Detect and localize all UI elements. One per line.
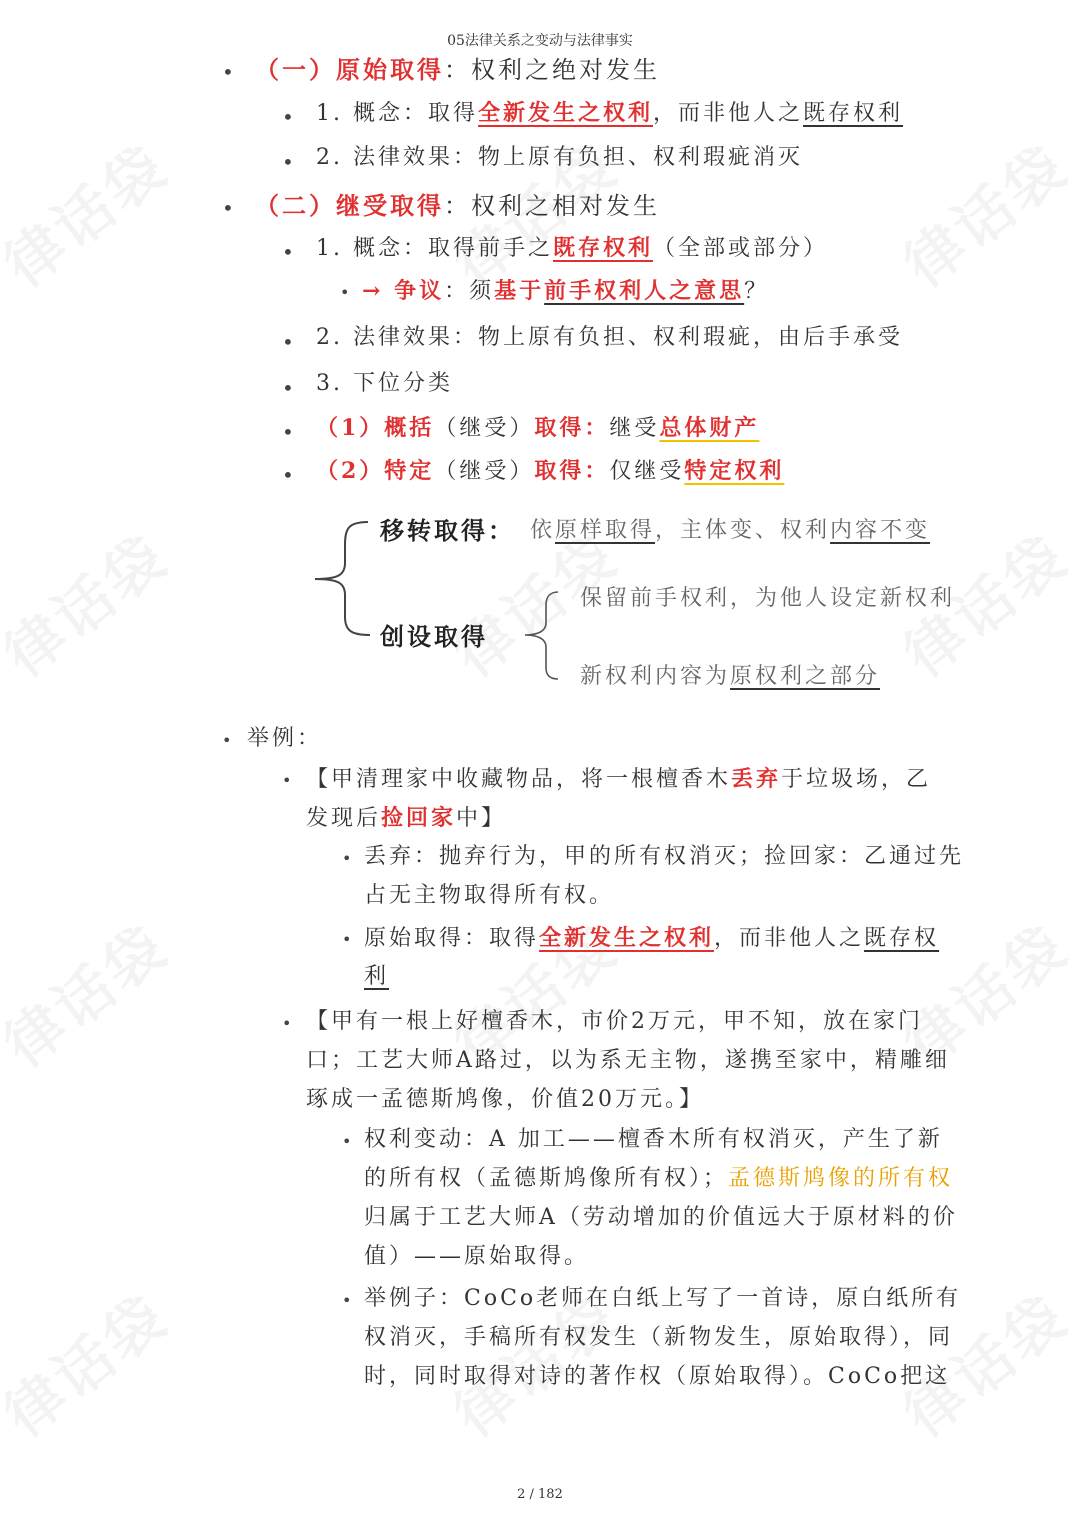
bullet: • [342, 1291, 352, 1310]
example-2-sub-1: 权利变动：A 加工——檀香木所有权消灭，产生了新 [364, 1127, 943, 1152]
section-1-desc: 权利之绝对发生 [471, 56, 660, 84]
s1-concept-emphasis: 全新发生之权利 [477, 100, 653, 126]
example-1-sub-1: 丢弃：抛弃行为，甲的所有权消灭；捡回家：乙通过先 [364, 844, 965, 869]
page-number: 2 / 182 [517, 1487, 563, 1502]
bullet: • [282, 771, 292, 790]
watermark [0, 512, 182, 693]
bullet: • [222, 196, 234, 220]
watermark [884, 122, 1080, 303]
creation-branch-2: 新权利内容为原权利之部分 [580, 664, 881, 689]
example-1-line-1: 【甲清理家中收藏物品，将一根檀香木丢弃于垃圾场，乙 [306, 766, 932, 792]
section-1-name: 原始取得 [336, 55, 444, 84]
bullet: • [222, 60, 234, 84]
example-2-sub-2-cont: 权消灭，手稿所有权发生（新物发生，原始取得），同 [364, 1325, 954, 1350]
watermark [0, 122, 182, 303]
example-1-sub-1-cont: 占无主物取得所有权。 [364, 883, 615, 908]
bullet: • [282, 240, 294, 264]
example-2-sub-1-cont: 值）——原始取得。 [364, 1244, 590, 1269]
bullet: • [282, 463, 294, 487]
s1-concept-underline: 既存权利 [803, 101, 904, 126]
example-2-sub-2-cont: 时，同时取得对诗的著作权（原始取得）。CoCo把这 [364, 1364, 951, 1389]
example-2-sub-1-cont: 归属于工艺大师A（劳动增加的价值远大于原材料的价 [364, 1205, 958, 1230]
section-1-number: （一） [255, 55, 336, 84]
example-2-sub-1-cont: 的所有权（孟德斯鸠像所有权）；孟德斯鸠像的所有权 [364, 1166, 954, 1191]
example-2-line-1: 【甲有一根上好檀香木，市价2万元，甲不知，放在家门 [306, 1009, 923, 1034]
bullet: • [282, 105, 294, 129]
example-2-line-2: 口；工艺大师A路过，以为系无主物，遂携至家中，精雕细 [306, 1048, 950, 1073]
page-header: 05法律关系之变动与法律事实 [447, 33, 633, 49]
s2-subclass: 3. 下位分类 [316, 371, 453, 396]
s2-class-2: （2）特定（继受）取得：仅继受特定权利 [316, 458, 785, 484]
example-2-line-3: 琢成一孟德斯鸠像，价值20万元。】 [306, 1087, 704, 1112]
transfer-acquisition-desc: 依原样取得，主体变、权利内容不变 [530, 518, 931, 543]
section-1-colon: ： [444, 56, 471, 84]
bullet: • [282, 376, 294, 400]
section-1-heading [255, 56, 660, 85]
examples-title: 举例： [247, 726, 323, 751]
bullet: • [222, 731, 232, 750]
bullet: • [342, 849, 352, 868]
s2-class-1: （1）概括（继受）取得：继受总体财产 [316, 415, 760, 441]
s2-concept: 1. 概念：取得前手之既存权利（全部或部分） [316, 235, 829, 261]
creation-branch-1: 保留前手权利，为他人设定新权利 [580, 586, 956, 611]
bullet: • [282, 420, 294, 444]
watermark [0, 1272, 182, 1453]
bullet: • [340, 283, 350, 302]
creation-acquisition-label: 创设取得 [380, 622, 488, 651]
example-2-sub-2: 举例子：CoCo老师在白纸上写了一首诗，原白纸所有 [364, 1286, 962, 1311]
s2-dispute: → 争议：须基于前手权利人之意思？ [362, 278, 770, 304]
bullet: • [282, 1014, 292, 1033]
section-2-heading: （二）继受取得：权利之相对发生 [255, 191, 660, 220]
transfer-acquisition-label: 移转取得： [380, 516, 515, 545]
example-1-line-2: 发现后捡回家中】 [306, 805, 507, 831]
example-1-sub-2: 原始取得：取得全新发生之权利，而非他人之既存权 [364, 925, 940, 951]
bullet: • [342, 1132, 352, 1151]
example-1-sub-2-cont: 利 [364, 964, 390, 989]
bullet: • [282, 330, 294, 354]
bullet: • [282, 150, 294, 174]
s2-effect: 2. 法律效果：物上原有负担、权利瑕疵，由后手承受 [316, 325, 903, 350]
watermark [0, 902, 182, 1083]
s1-effect: 2. 法律效果：物上原有负担、权利瑕疵消灭 [316, 145, 803, 170]
bullet: • [342, 930, 352, 949]
s1-concept: 1. 概念：取得全新发生之权利，而非他人之既存权利 [316, 100, 904, 126]
